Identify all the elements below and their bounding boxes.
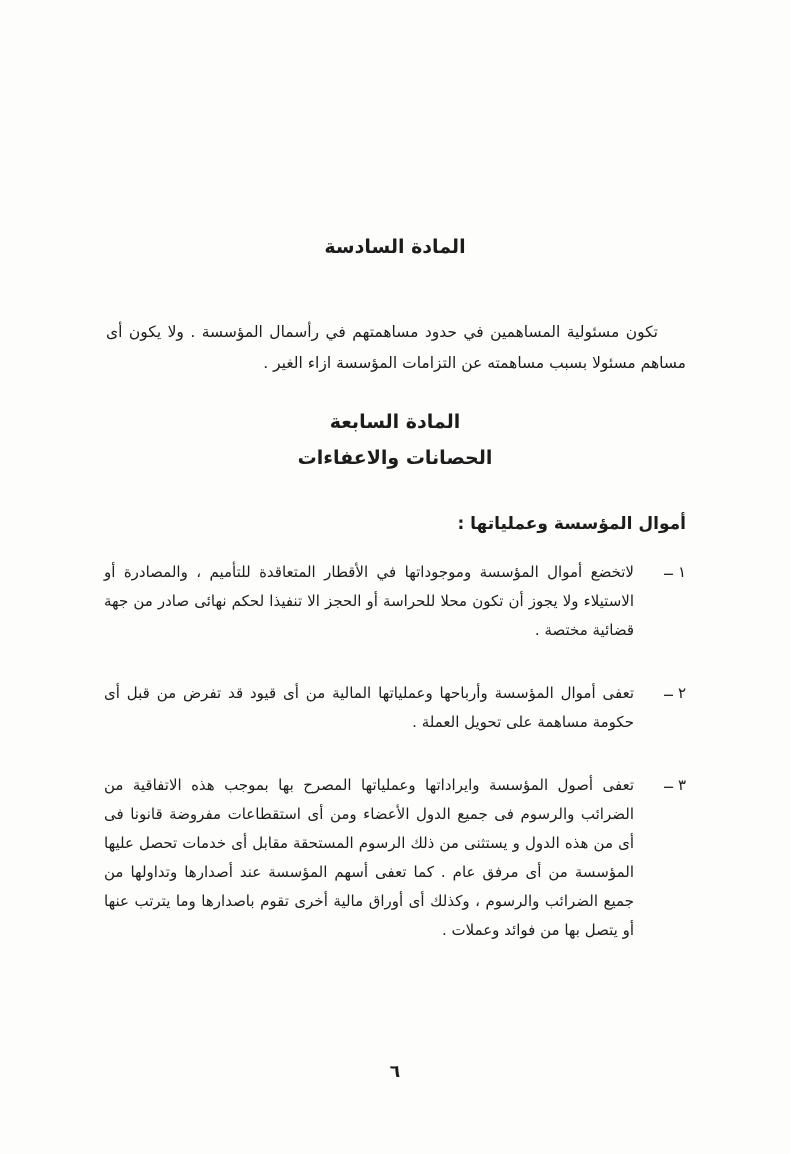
item-dash-icon: ــ (664, 774, 673, 792)
item-text: تعفى أصول المؤسسة وايراداتها وعملياتها المصرح بها بموجب هذه الاتفاقية من الضرائب والرسوم فى جميع الدول الأعضاء ومن أى استقطاعات مفروضة قانونا فى أى من هذه الدول و يستثنى من ذلك الرسوم المستحقة مقابل أى خدمات تحصل عليها المؤسسة من أى مرفق عام . كما تعفى أسهم المؤسسة عند أصدارها وتداولها من جميع الضرائب والرسوم ، وكذلك أى أوراق مالية أخرى تقوم باصدارها وما يترتب عنها أو يتصل بها من فوائد وعملات . (104, 776, 634, 939)
item-dash-icon: ــ (664, 561, 673, 579)
item-marker (634, 771, 686, 945)
item-text: تعفى أموال المؤسسة وأرباحها وعملياتها المالية من أى قيود قد تفرض من قبل أى حكومة مساهمة على تحويل العملة . (104, 684, 634, 731)
page-number: ٦ (389, 1062, 401, 1082)
item-marker (634, 558, 686, 645)
item-number: ٢ (677, 684, 686, 702)
article-seven-title: المادة السابعة (329, 411, 461, 433)
item-dash-icon: ــ (664, 682, 673, 700)
article-seven-subtitle: الحصانات والاعفاءات (297, 447, 493, 469)
item-number: ١ (677, 563, 686, 581)
list-item (104, 558, 686, 645)
item-marker (634, 679, 686, 737)
article-six-body: تكون مسئولية المساهمين في حدود مساهمتهم في رأسمال المؤسسة . ولا يكون أى مساهم مسئولا بسبب مساهمته عن التزامات المؤسسة ازاء الغير . (106, 322, 686, 372)
item-number: ٣ (677, 776, 686, 794)
list-item (104, 771, 686, 945)
clause-list (104, 558, 686, 945)
item-text: لاتخضع أموال المؤسسة وموجوداتها في الأقطار المتعاقدة للتأميم ، والمصادرة أو الاستيلاء ولا يجوز أن تكون محلا للحراسة أو الحجز الا تنفيذا لحكم نهائى صادر من جهة قضائية مختصة . (104, 563, 634, 639)
article-six-title: المادة السادسة (324, 236, 466, 258)
list-item (104, 679, 686, 737)
section-heading-institution-funds: أموال المؤسسة وعملياتها : (457, 514, 686, 534)
